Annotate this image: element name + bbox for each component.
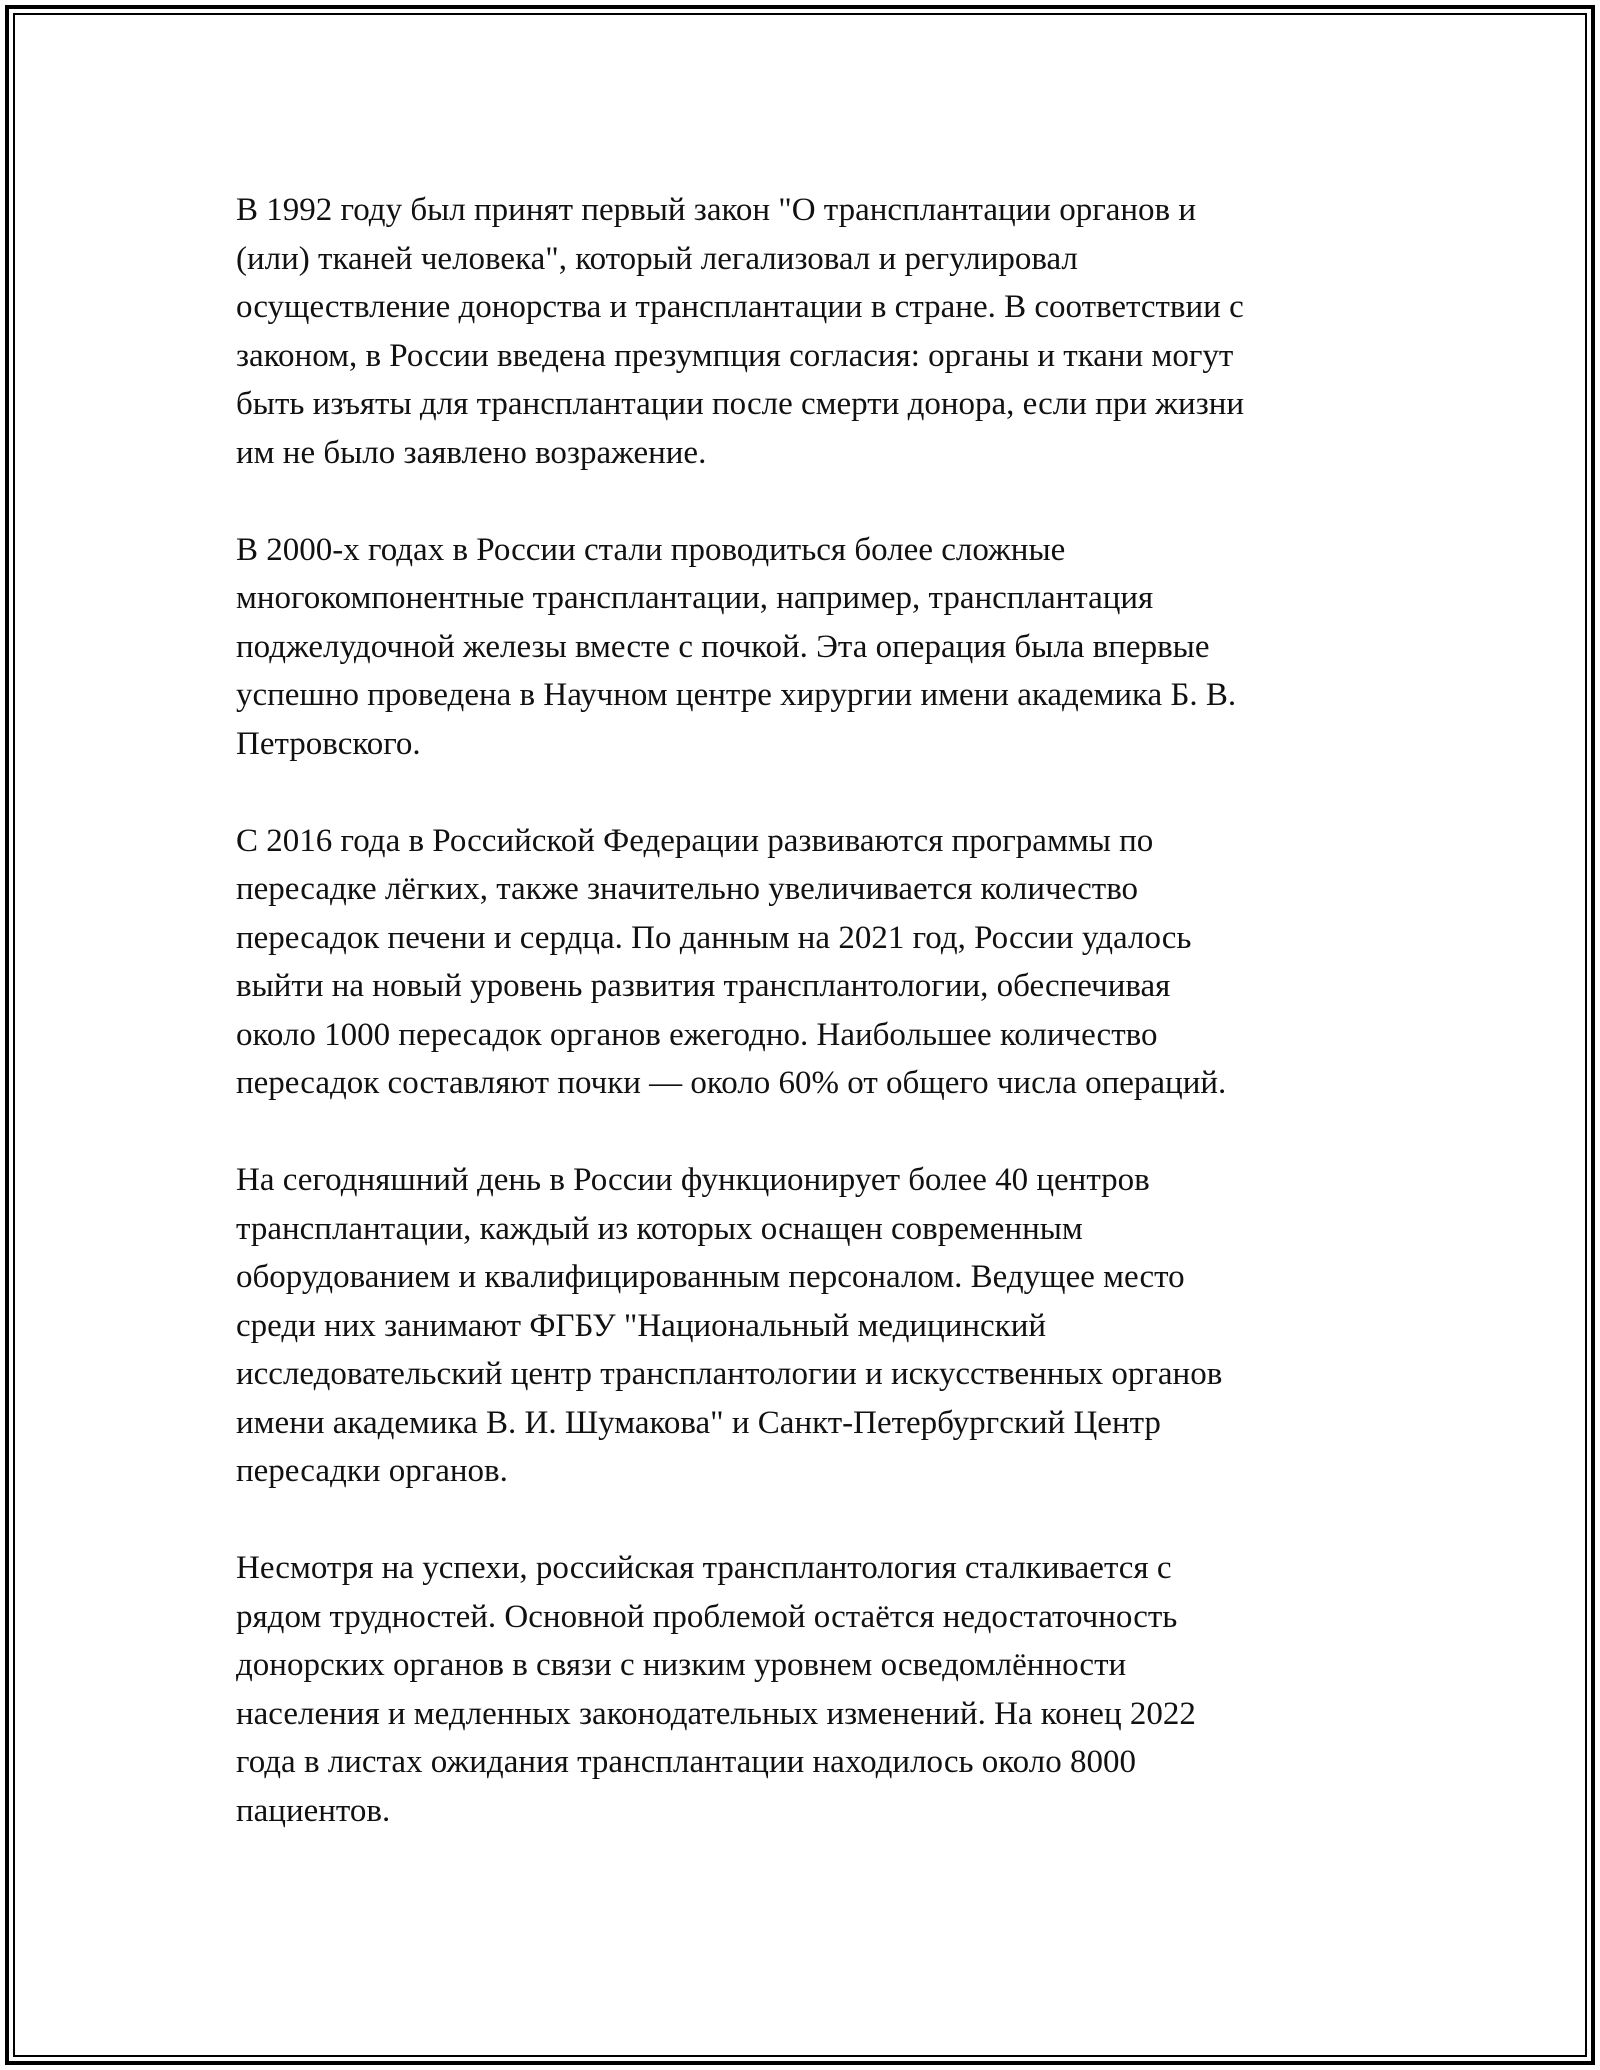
paragraph-challenges: Несмотря на успехи, российская трансплантология сталкивается с рядом трудностей. Основной проблемой остаётся недостаточность донорских органов в связи с низким уровнем осведомлённости населения и медленных законодательных изменений. На конец 2022 года в листах ожидания трансплантации находилось около 8000 пациентов. xyxy=(236,1550,1196,1829)
paragraph-2016: С 2016 года в Российской Федерации развиваются программы по пересадке лёгких, также значительно увеличивается количество пересадок печени и сердца. По данным на 2021 год, России удалось выйти на новый уровень развития трансплантологии, обеспечивая около 1000 пересадок органов ежегодно. Наибольшее количество пересадок составляют почки — около 60% от общего числа операций. xyxy=(236,822,1227,1101)
paragraph-2000s: В 2000-х годах в России стали проводиться более сложные многокомпонентные трансплантации, например, трансплантация поджелудочной железы вместе с почкой. Эта операция была впервые успешно проведена в Научном центре хирургии имени академика Б. В. Петровского. xyxy=(236,531,1237,762)
paragraph-law-1992: В 1992 году был принят первый закон "О трансплантации органов и (или) тканей человека", который легализовал и регулировал осуществление донорства и трансплантации в стране. В соответствии с законом, в России введена презумпция согласия: органы и ткани могут быть изъяты для трансплантации после смерти донора, если при жизни им не было заявлено возражение. xyxy=(236,192,1245,471)
paragraph-centers: На сегодняшний день в России функционирует более 40 центров трансплантации, каждый из которых оснащен современным оборудованием и квалифицированным персоналом. Ведущее место среди них занимают ФГБУ "Национальный медицинский исследовательский центр трансплантологии и искусственных органов имени академика В. И. Шумакова" и Санкт-Петербургский Центр пересадки органов. xyxy=(236,1162,1223,1489)
document-body xyxy=(236,186,1366,1884)
